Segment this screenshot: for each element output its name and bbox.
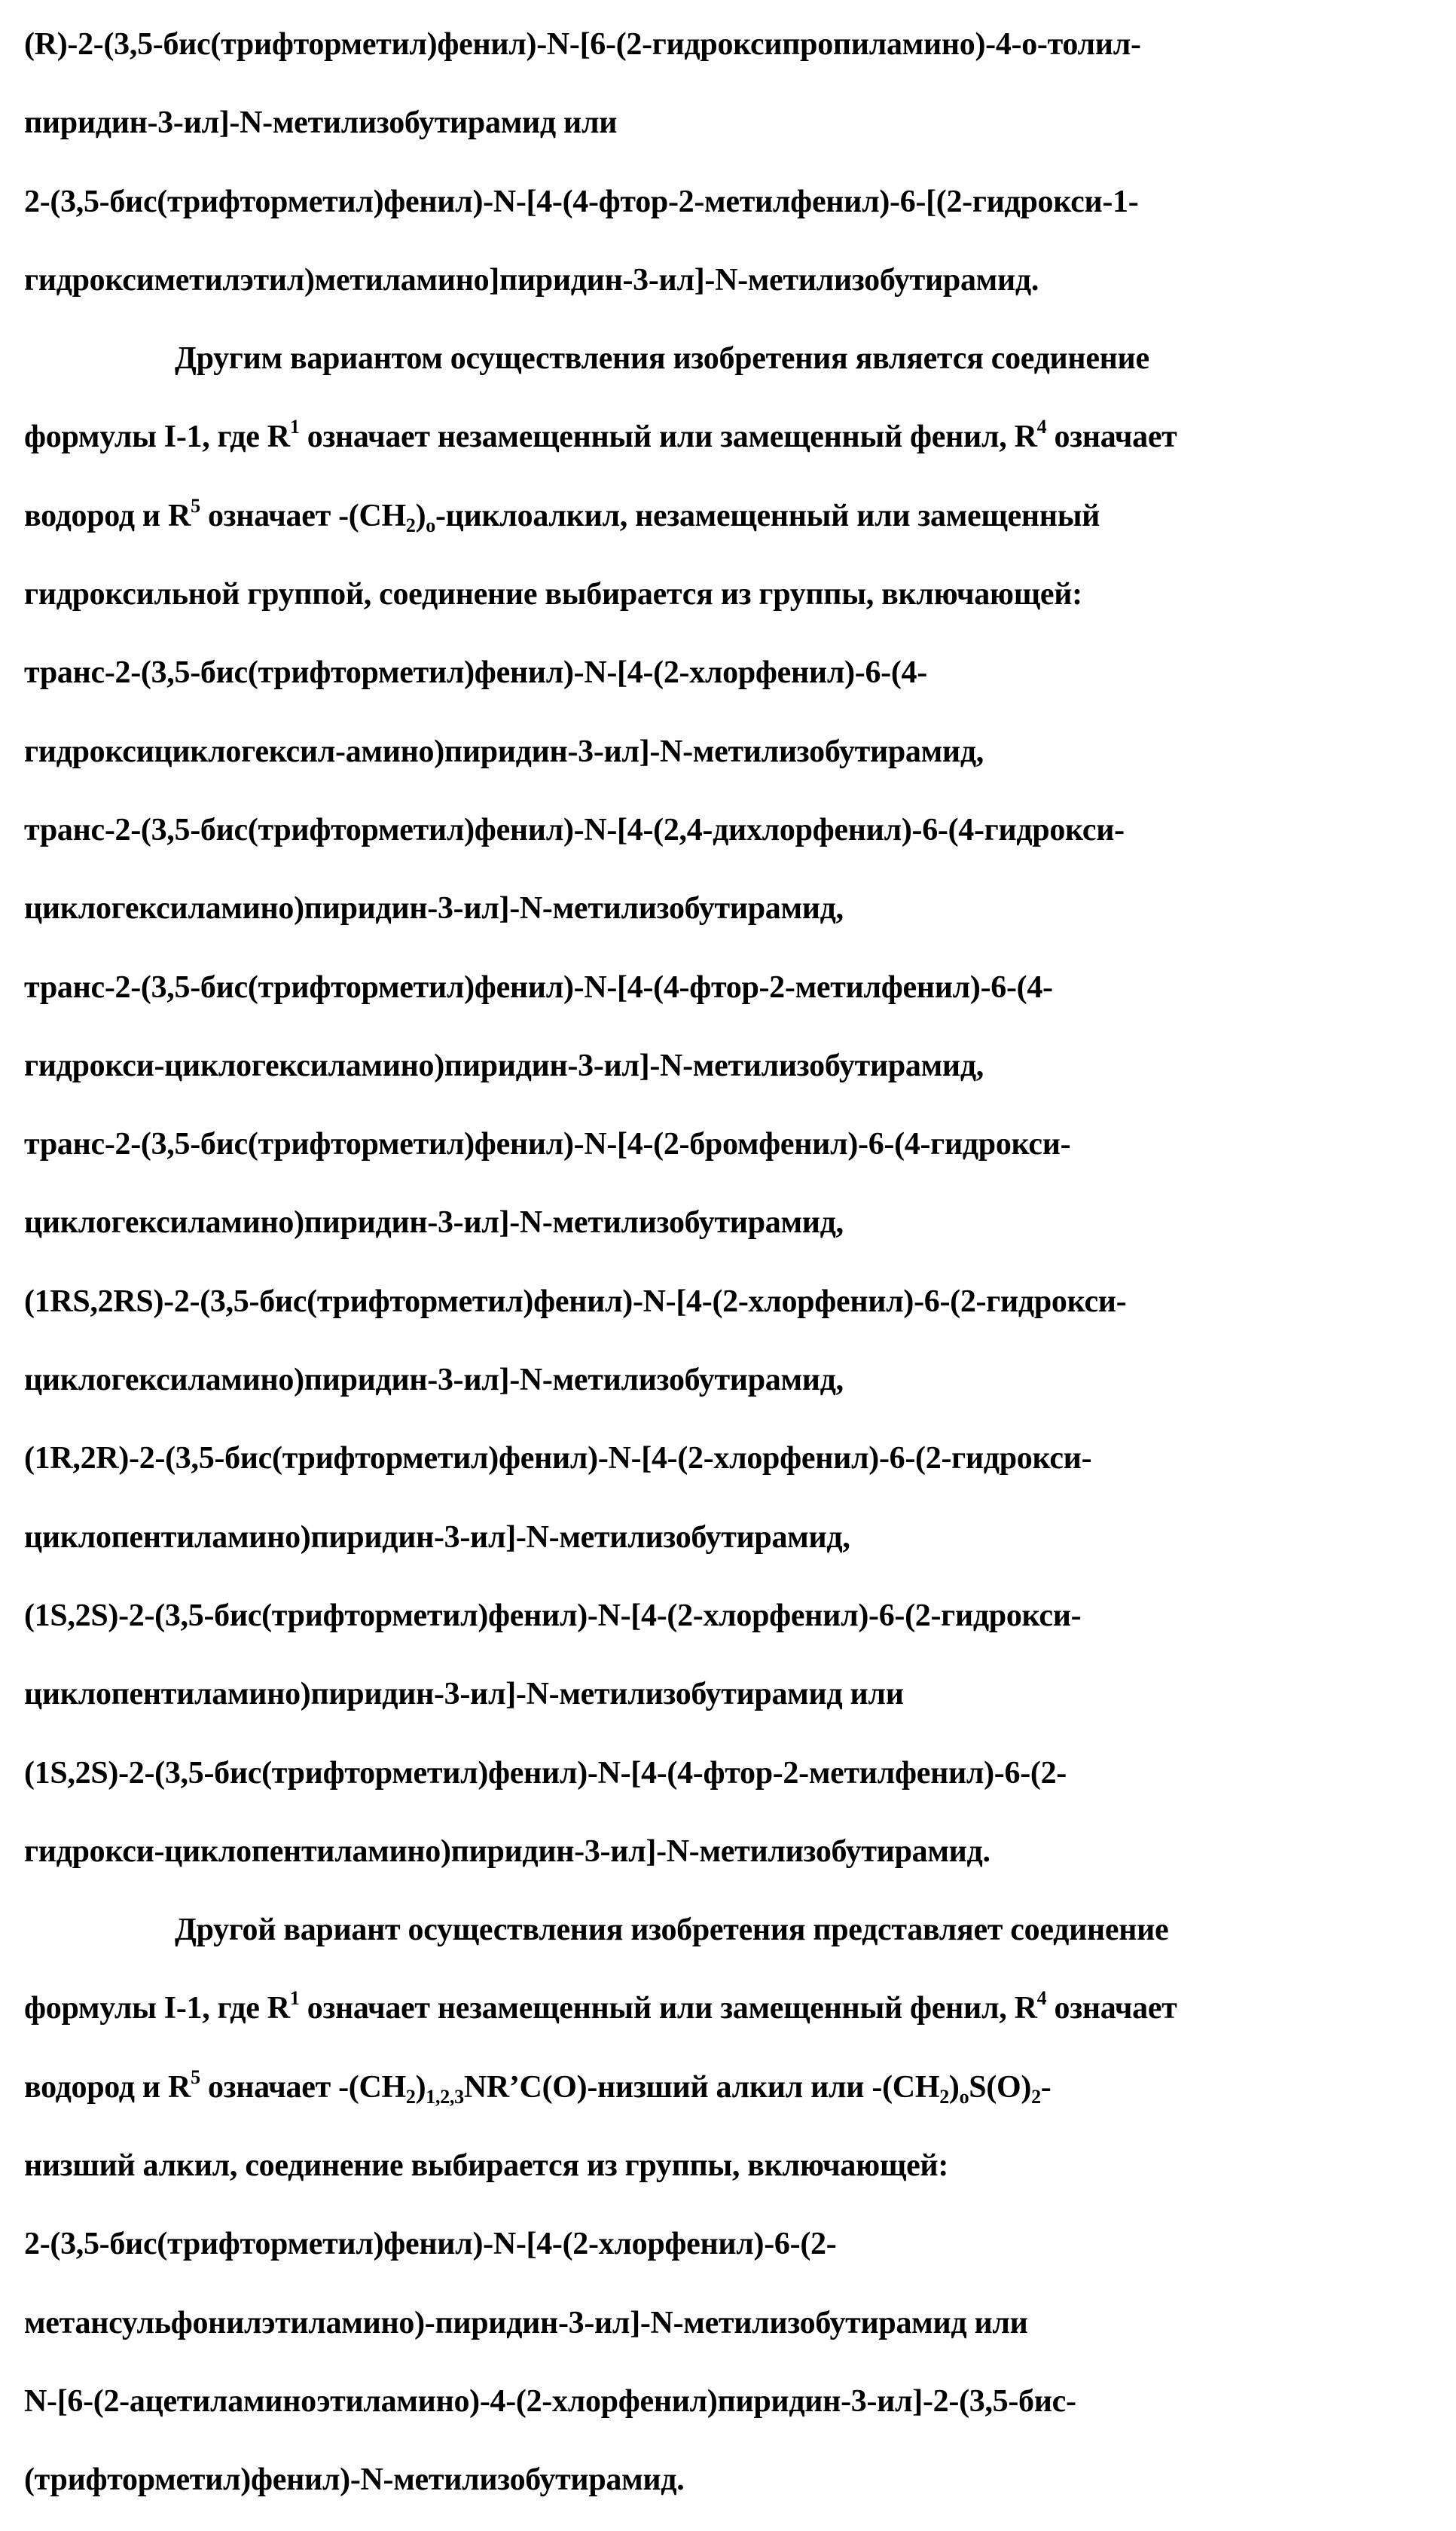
- text-segment: означает незамещенный или замещенный фенил, R: [300, 420, 1037, 454]
- text-segment: гидроксильной группой, соединение выбирается из группы, включающей:: [24, 577, 1082, 612]
- text-line: [24, 17, 1440, 95]
- text-segment: ): [416, 2070, 426, 2105]
- text-line: [24, 1588, 1440, 1666]
- text-segment: транс-2-(3,5-бис(трифторметил)фенил)-N-[4-(2-хлорфенил)-6-(4-: [24, 655, 927, 690]
- text-segment: транс-2-(3,5-бис(трифторметил)фенил)-N-[4-(2-бромфенил)-6-(4-гидрокси-: [24, 1127, 1070, 1162]
- text-segment: (R)-2-(3,5-бис(трифторметил)фенил)-N-[6-(2-гидроксипропиламино)-4-о-толил-: [24, 27, 1141, 62]
- text-segment: означает -(CH: [200, 2070, 406, 2105]
- text-segment: (1S,2S)-2-(3,5-бис(трифторметил)фенил)-N-[4-(2-хлорфенил)-6-(2-гидрокси-: [24, 1598, 1081, 1633]
- text-segment: гидроксиметилэтил)метиламино]пиридин-3-ил]-N-метилизобутирамид.: [24, 263, 1039, 298]
- text-segment: формулы I-1, где R: [24, 1991, 290, 2026]
- text-segment: Другим вариантом осуществления изобретения является соединение: [175, 341, 1149, 376]
- superscript: 1: [290, 1987, 300, 2009]
- subscript: o: [426, 514, 435, 536]
- superscript: 4: [1037, 416, 1047, 438]
- text-segment: водород и R: [24, 2070, 191, 2105]
- text-line: [24, 1038, 1440, 1116]
- text-segment: означает: [1046, 1991, 1177, 2026]
- subscript: 2: [939, 2086, 949, 2108]
- text-line: [24, 2452, 1440, 2530]
- document-page: [24, 17, 1440, 2531]
- text-line: [24, 1116, 1440, 1195]
- text-line: [24, 1195, 1440, 1273]
- text-segment: -: [1041, 2070, 1052, 2105]
- text-line: [24, 802, 1440, 881]
- text-segment: гидроксициклогексил-амино)пиридин-3-ил]-N-метилизобутирамид,: [24, 734, 984, 769]
- text-line: [24, 2059, 1440, 2138]
- text-line: [24, 1430, 1440, 1509]
- text-line: [24, 409, 1440, 487]
- text-line: [24, 174, 1440, 252]
- subscript: o: [960, 2086, 969, 2108]
- text-segment: 2-(3,5-бис(трифторметил)фенил)-N-[4-(4-фтор-2-метилфенил)-6-[(2-гидрокси-1-: [24, 185, 1138, 219]
- subscript: 2: [406, 514, 416, 536]
- text-segment: (трифторметил)фенил)-N-метилизобутирамид.: [24, 2462, 684, 2497]
- text-segment: водород и R: [24, 499, 191, 533]
- text-segment: циклопентиламино)пиридин-3-ил]-N-метилизобутирамид,: [24, 1520, 850, 1555]
- text-segment: циклопентиламино)пиридин-3-ил]-N-метилизобутирамид или: [24, 1677, 904, 1711]
- text-segment: пиридин-3-ил]-N-метилизобутирамид или: [24, 105, 617, 140]
- text-segment: транс-2-(3,5-бис(трифторметил)фенил)-N-[4-(2,4-дихлорфенил)-6-(4-гидрокси-: [24, 813, 1125, 847]
- text-line: [24, 1352, 1440, 1430]
- text-line: [24, 1980, 1440, 2059]
- text-segment: означает незамещенный или замещенный фенил, R: [300, 1991, 1037, 2026]
- text-segment: означает -(CH: [200, 499, 406, 533]
- text-segment: -циклоалкил, незамещенный или замещенный: [435, 499, 1100, 533]
- text-segment: NR’C(O)-низший алкил или -(CH: [464, 2070, 939, 2105]
- text-segment: 2-(3,5-бис(трифторметил)фенил)-N-[4-(2-хлорфенил)-6-(2-: [24, 2227, 836, 2261]
- text-line: [24, 95, 1440, 173]
- text-line: [24, 2138, 1440, 2216]
- text-segment: гидрокси-циклогексиламино)пиридин-3-ил]-N-метилизобутирамид,: [24, 1049, 984, 1083]
- text-segment: циклогексиламино)пиридин-3-ил]-N-метилизобутирамид,: [24, 1363, 844, 1397]
- superscript: 5: [191, 495, 200, 517]
- text-line: [24, 2295, 1440, 2374]
- text-segment: Другой вариант осуществления изобретения представляет соединение: [175, 1913, 1168, 1947]
- text-line: [24, 1745, 1440, 1824]
- text-segment: гидрокси-циклопентиламино)пиридин-3-ил]-N-метилизобутирамид.: [24, 1834, 991, 1869]
- text-line: [24, 1510, 1440, 1588]
- text-line: [24, 724, 1440, 802]
- text-line: [24, 1666, 1440, 1745]
- text-line: [24, 252, 1440, 331]
- text-segment: (1S,2S)-2-(3,5-бис(трифторметил)фенил)-N-[4-(4-фтор-2-метилфенил)-6-(2-: [24, 1756, 1067, 1791]
- text-segment: ): [949, 2070, 960, 2105]
- subscript: 2: [406, 2086, 416, 2108]
- text-segment: ): [416, 499, 426, 533]
- text-line: [24, 2216, 1440, 2294]
- text-segment: транс-2-(3,5-бис(трифторметил)фенил)-N-[4-(4-фтор-2-метилфенил)-6-(4-: [24, 970, 1053, 1005]
- text-segment: N-[6-(2-ацетиламиноэтиламино)-4-(2-хлорфенил)пиридин-3-ил]-2-(3,5-бис-: [24, 2384, 1076, 2419]
- text-segment: метансульфонилэтиламино)-пиридин-3-ил]-N-метилизобутирамид или: [24, 2306, 1028, 2340]
- superscript: 1: [290, 416, 300, 438]
- text-segment: циклогексиламино)пиридин-3-ил]-N-метилизобутирамид,: [24, 1205, 844, 1240]
- text-segment: (1RS,2RS)-2-(3,5-бис(трифторметил)фенил)-N-[4-(2-хлорфенил)-6-(2-гидрокси-: [24, 1284, 1126, 1319]
- superscript: 5: [191, 2066, 200, 2088]
- text-line: [24, 1824, 1440, 1902]
- subscript: 1,2,3: [426, 2086, 464, 2108]
- text-line: [24, 566, 1440, 645]
- text-line: [24, 1274, 1440, 1352]
- text-segment: означает: [1046, 420, 1177, 454]
- subscript: 2: [1031, 2086, 1041, 2108]
- text-segment: циклогексиламино)пиридин-3-ил]-N-метилизобутирамид,: [24, 891, 844, 926]
- text-segment: (1R,2R)-2-(3,5-бис(трифторметил)фенил)-N-[4-(2-хлорфенил)-6-(2-гидрокси-: [24, 1441, 1091, 1476]
- paragraph-first-line: [24, 1902, 1440, 1980]
- text-line: [24, 488, 1440, 566]
- text-line: [24, 960, 1440, 1038]
- text-segment: низший алкил, соединение выбирается из группы, включающей:: [24, 2148, 948, 2183]
- text-segment: S(O): [969, 2070, 1031, 2105]
- paragraph-first-line: [24, 331, 1440, 409]
- text-line: [24, 2374, 1440, 2452]
- text-segment: формулы I-1, где R: [24, 420, 290, 454]
- text-line: [24, 881, 1440, 959]
- text-line: [24, 645, 1440, 723]
- superscript: 4: [1037, 1987, 1047, 2009]
